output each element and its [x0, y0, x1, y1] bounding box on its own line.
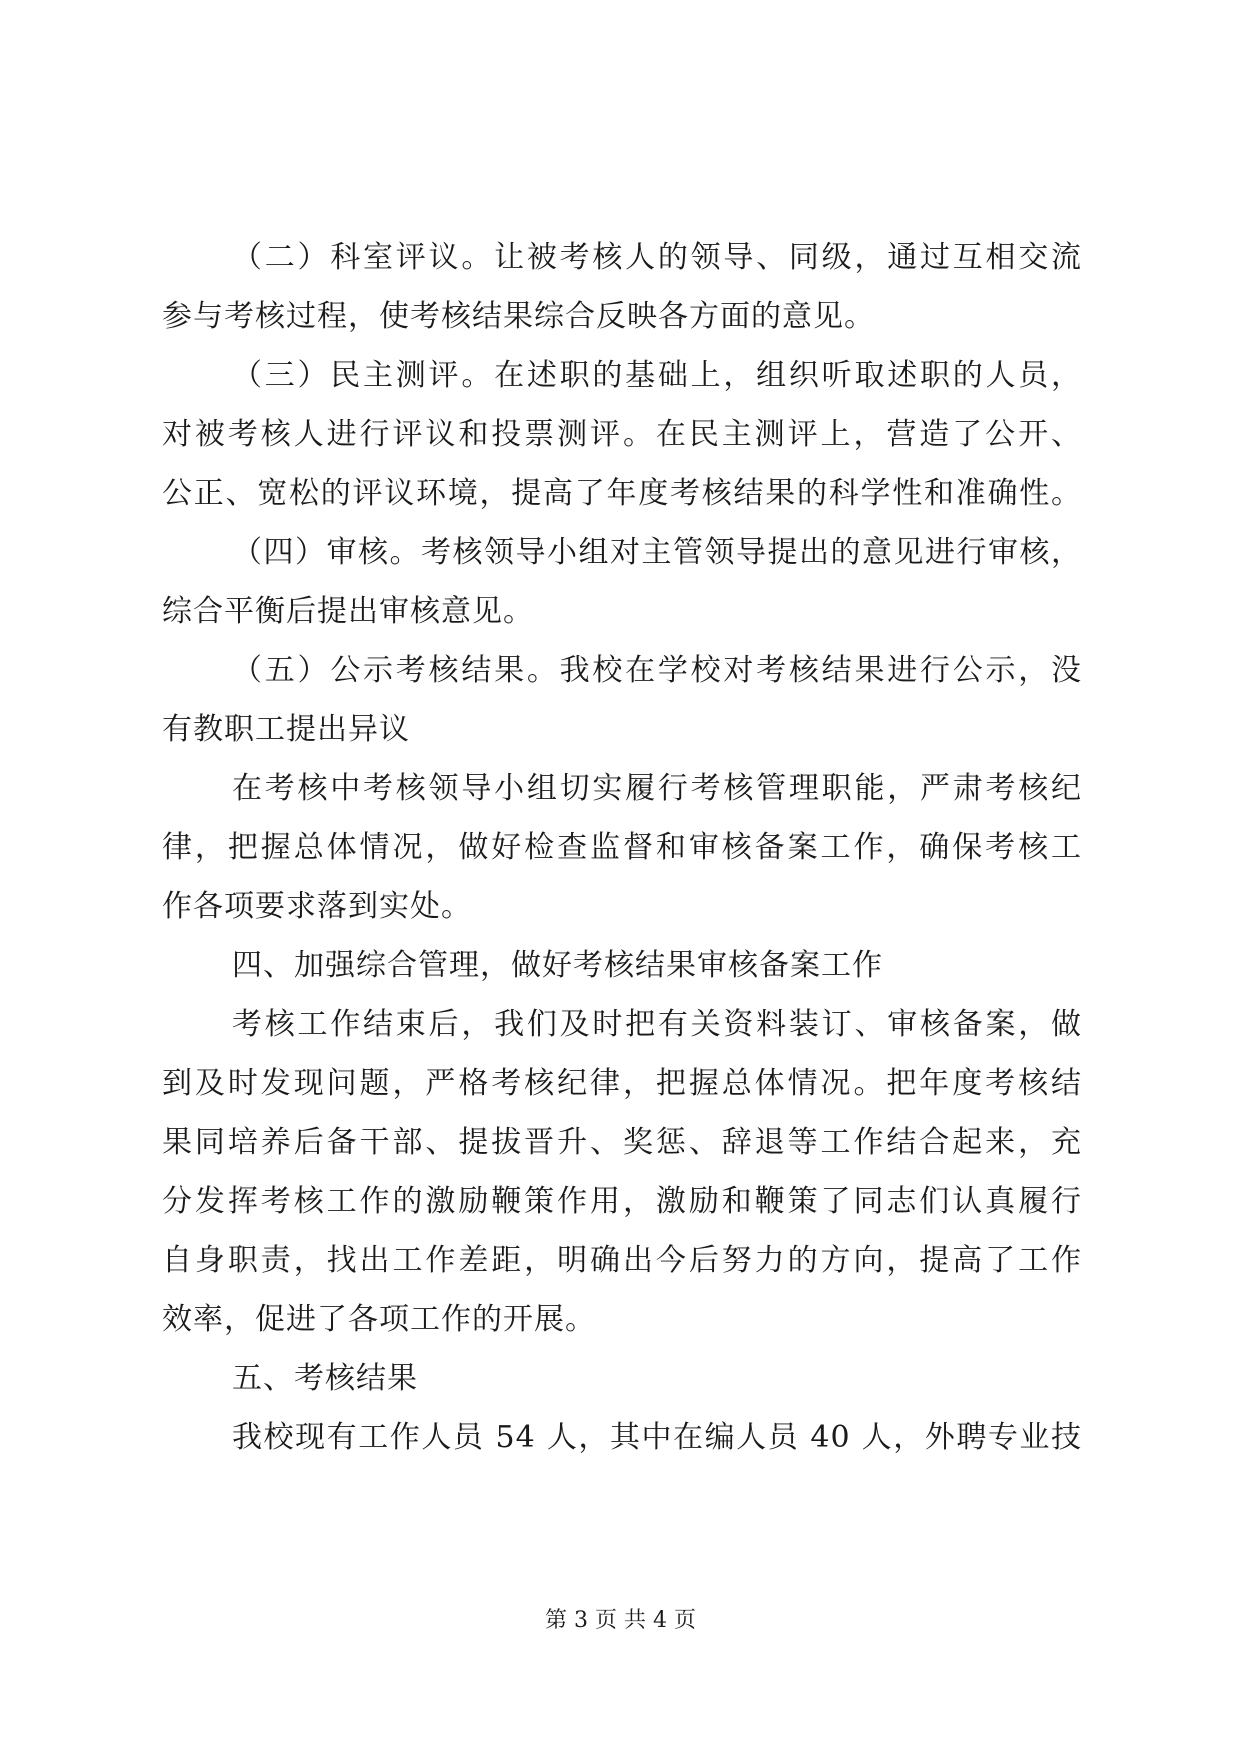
text-line: （二）科室评议。让被考核人的领导、同级，通过互相交流 — [232, 240, 1082, 275]
text-line: 五、考核结果 — [232, 1361, 418, 1396]
page-footer: 第 3 页 共 4 页 — [545, 1608, 696, 1633]
text-line: 分发挥考核工作的激励鞭策作用，激励和鞭策了同志们认真履行 — [162, 1184, 1082, 1219]
text-line: 考核工作结束后，我们及时把有关资料装订、审核备案，做 — [232, 1007, 1082, 1042]
text-line: 在考核中考核领导小组切实履行考核管理职能，严肃考核纪 — [232, 771, 1082, 806]
text-line: 对被考核人进行评议和投票测评。在民主测评上，营造了公开、 — [162, 417, 1082, 452]
text-line: （四）审核。考核领导小组对主管领导提出的意见进行审核， — [232, 535, 1082, 570]
text-line: 作各项要求落到实处。 — [162, 889, 472, 924]
text-line: （三）民主测评。在述职的基础上，组织听取述职的人员， — [232, 358, 1082, 393]
text-line: 果同培养后备干部、提拔晋升、奖惩、辞退等工作结合起来，充 — [162, 1125, 1082, 1160]
text-line: 我校现有工作人员 54 人，其中在编人员 40 人，外聘专业技 — [232, 1420, 1082, 1455]
text-line: 律，把握总体情况，做好检查监督和审核备案工作，确保考核工 — [162, 830, 1082, 865]
text-line: 自身职责，找出工作差距，明确出今后努力的方向，提高了工作 — [162, 1243, 1082, 1278]
text-line: 公正、宽松的评议环境，提高了年度考核结果的科学性和准确性。 — [162, 476, 1082, 511]
text-line: 有教职工提出异议 — [162, 712, 410, 747]
text-line: 参与考核过程，使考核结果综合反映各方面的意见。 — [162, 299, 875, 334]
text-line: 综合平衡后提出审核意见。 — [162, 594, 534, 629]
text-line: （五）公示考核结果。我校在学校对考核结果进行公示，没 — [232, 653, 1082, 688]
text-line: 到及时发现问题，严格考核纪律，把握总体情况。把年度考核结 — [162, 1066, 1082, 1101]
text-line: 效率，促进了各项工作的开展。 — [162, 1302, 596, 1337]
text-line: 四、加强综合管理，做好考核结果审核备案工作 — [232, 948, 883, 983]
document-body — [162, 228, 1082, 1467]
